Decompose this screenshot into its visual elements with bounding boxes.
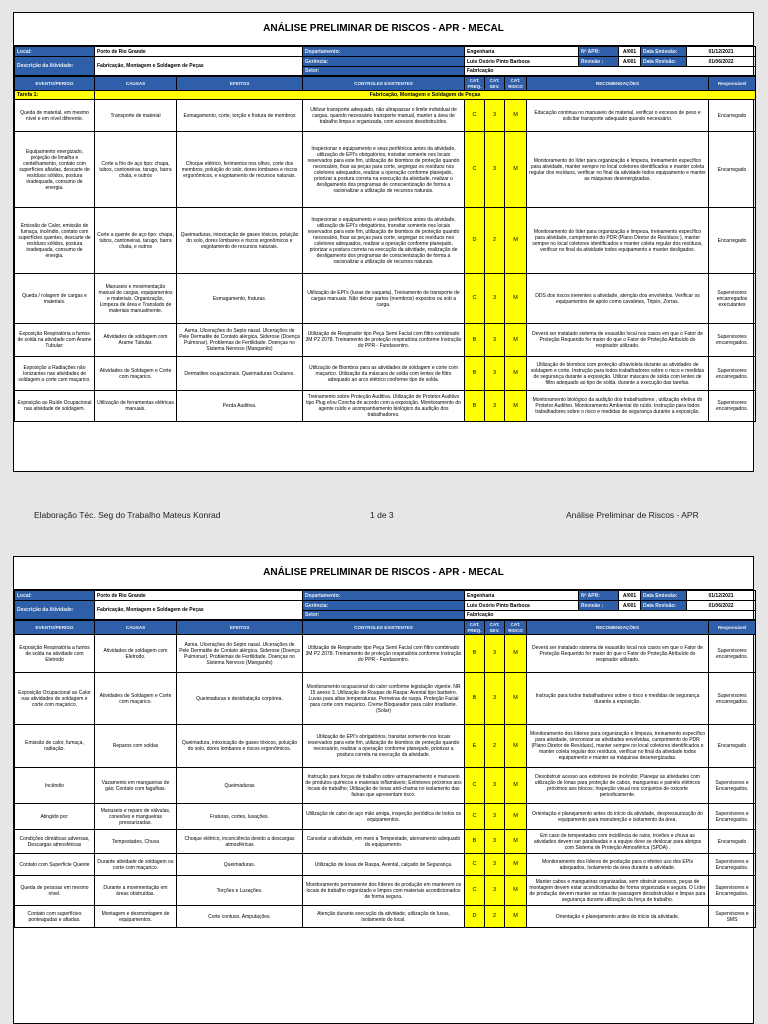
col-sev: CAT. SEV. xyxy=(485,621,505,635)
page-title: ANÁLISE PRELIMINAR DE RISCOS - APR - MECAL xyxy=(14,557,753,590)
apr-risk-table xyxy=(14,76,756,422)
risco-cell: M xyxy=(505,132,527,208)
controles-cell: Utilização de Respirador tipo Peça Semi Facial com filtro combinado 3M P2 2078. Treinamento de proteção respiratória conforme Instrução do PPR - Fundacentro. xyxy=(303,635,465,673)
risco-cell: M xyxy=(505,391,527,422)
data-revisao-label: Data Revisão: xyxy=(641,57,687,67)
data-emissao-value: 01/12/2021 xyxy=(687,591,756,601)
data-revisao-value: 01/06/2022 xyxy=(687,601,756,611)
freq-cell: D xyxy=(465,208,485,274)
efeitos-cell: Corte contuso, Amputações. xyxy=(177,906,303,928)
responsavel-cell: Supervisores e Encarregados. xyxy=(709,854,756,876)
efeitos-cell: Perda Auditiva. xyxy=(177,391,303,422)
evento-cell: Condições climáticas adversas, Descargas atmosféricas xyxy=(15,830,95,854)
responsavel-cell: Encarregado xyxy=(709,208,756,274)
risco-cell: M xyxy=(505,635,527,673)
col-freq: CAT. FREQ. xyxy=(465,621,485,635)
risk-row xyxy=(15,357,756,391)
col-evento: EVENTO/PERIGO xyxy=(15,77,95,91)
data-emissao-label: Data Emissão: xyxy=(641,591,687,601)
efeitos-cell: Fraturas, cortes, luxações. xyxy=(177,804,303,830)
risk-row xyxy=(15,830,756,854)
freq-cell: C xyxy=(465,768,485,804)
efeitos-cell: Queimaduras xyxy=(177,768,303,804)
sev-cell: 3 xyxy=(485,100,505,132)
causas-cell: Manuseio e movimentação manual de cargas, equipamentos e materiais. Organização, Limpeza de área e Translado de materiais manualmente. xyxy=(95,274,177,324)
causas-cell: Atividades de Soldagem e Corte com maçarico. xyxy=(95,357,177,391)
col-evento: EVENTO/PERIGO xyxy=(15,621,95,635)
recomendacoes-cell: Monitoramento biológico da audição dos trabalhadores , utilização efetiva do Protetor Auditivo. Monitoramento Ambiental do ruído. Instrução para todos trabalhadores sobre o risco e medidas de segurança durante a exposição. xyxy=(527,391,709,422)
responsavel-cell: Supervisores encarregados. xyxy=(709,673,756,725)
causas-cell: Atividades de soldagem com Arame Tubular. xyxy=(95,324,177,357)
risco-cell: M xyxy=(505,906,527,928)
causas-cell: Vazamento em mangueiras de gás; Contato com fagulhas. xyxy=(95,768,177,804)
sev-cell: 2 xyxy=(485,725,505,768)
evento-cell: Queda de material, em mesmo nível e em nível diferente. xyxy=(15,100,95,132)
responsavel-cell: Supervisores encarregados. xyxy=(709,357,756,391)
local-value: Porto de Rio Grande xyxy=(95,47,303,57)
evento-cell: Emissão de calor, fumaça, radiação. xyxy=(15,725,95,768)
responsavel-cell: Supervisores encarregados. xyxy=(709,324,756,357)
freq-cell: C xyxy=(465,854,485,876)
efeitos-cell: Esmagamento, fraturas. xyxy=(177,274,303,324)
recomendacoes-cell: Monitoramento dos líderes para organização e limpeza, treinamento específico para atividade, sincronizar as atividades envolvidas, cumprimento do PDR (Plano Diretor de Resíduos), manter sempre no local coletores identificados e manter coleta regular dos resíduos, verificar no final da atividade todos equipamento e manter as máquinas desenergizadas. xyxy=(527,725,709,768)
risco-cell: M xyxy=(505,324,527,357)
column-header-row xyxy=(15,621,756,635)
evento-cell: Exposição Ocupacional ao Calor nas atividades de soldagem e corte com maçarico. xyxy=(15,673,95,725)
risco-cell: M xyxy=(505,830,527,854)
risk-row xyxy=(15,132,756,208)
recomendacoes-cell: DDS dos riscos inerentes a atividade, atenção dos envolvidos. Verificar os equipamentos de apoio como cavaletes, Tripés, Zorras. xyxy=(527,274,709,324)
risk-row xyxy=(15,274,756,324)
gerencia-value: Luis Osório Pinto Barboza xyxy=(465,57,579,67)
freq-cell: B xyxy=(465,635,485,673)
local-label: Local: xyxy=(15,591,95,601)
controles-cell: Utilização de EPI's obrigatórios, transitar somente nos locais reservados para este fim, utilização de biombos de proteção quando necessário, realizar a operação conforme planejado, priorizar a postura correta na execução da atividade. xyxy=(303,725,465,768)
causas-cell: Manuseio e reparo de válvulas, conexões e mangueiras pressurizadas. xyxy=(95,804,177,830)
causas-cell: Durante atividade de soldagem ou corte com maçarico. xyxy=(95,854,177,876)
efeitos-cell: Esmagamento, corte, torção e fratura de membros xyxy=(177,100,303,132)
responsavel-cell: Supervisores e Encarregados. xyxy=(709,768,756,804)
data-revisao-label: Data Revisão: xyxy=(641,601,687,611)
freq-cell: B xyxy=(465,324,485,357)
responsavel-cell: Supervisores e Encarregados. xyxy=(709,804,756,830)
efeitos-cell: Queimadura, intoxicação de gases tóxicos, poluição do solo, dores lombares e riscos ergonômicos. xyxy=(177,725,303,768)
sev-cell: 3 xyxy=(485,876,505,906)
page-footer xyxy=(0,506,768,526)
efeitos-cell: Queimaduras. xyxy=(177,854,303,876)
recomendacoes-cell: Deverá ser instalado sistema de exaustão local nos casos em que o Fator de Proteção Requerido for maior do que o Fator de Proteção Atribuído do respirador utilizado. xyxy=(527,635,709,673)
col-freq: CAT. FREQ. xyxy=(465,77,485,91)
sev-cell: 3 xyxy=(485,391,505,422)
apr-header-table xyxy=(14,590,756,620)
efeitos-cell: Choque elétrico, inconciência devido a descargas atmosféricas xyxy=(177,830,303,854)
local-value: Porto de Rio Grande xyxy=(95,591,303,601)
controles-cell: Cancelar a atividade, em meio a Tempestade, aterramento adequado do equipamento. xyxy=(303,830,465,854)
risk-row xyxy=(15,635,756,673)
risco-cell: M xyxy=(505,725,527,768)
departamento-value: Engenharia xyxy=(465,47,579,57)
apr-page-1 xyxy=(13,12,754,472)
recomendacoes-cell: Em caso de tempestades com incidência de raios, trovões e chuva as atividades devem ser paralisadas e a equipe deve se deslocar para abrigos com Sistema de Proteção Atmosférica (SPDA) . xyxy=(527,830,709,854)
causas-cell: Atividades de Soldagem e Corte com maçarico. xyxy=(95,673,177,725)
sev-cell: 3 xyxy=(485,324,505,357)
sev-cell: 3 xyxy=(485,274,505,324)
risco-cell: M xyxy=(505,100,527,132)
freq-cell: D xyxy=(465,906,485,928)
causas-cell: Corte a quente de aço tipo: chapa, tubos, cantoneiras, tarugo, barra chata, e outros xyxy=(95,208,177,274)
col-responsavel: Responsável xyxy=(709,621,756,635)
revisao-value: A/001 xyxy=(619,57,641,67)
sev-cell: 3 xyxy=(485,854,505,876)
causas-cell: Montagem e desmontagem de equipamentos. xyxy=(95,906,177,928)
napr-label: Nº APR: xyxy=(579,591,619,601)
risk-row xyxy=(15,854,756,876)
napr-value: A/001 xyxy=(619,47,641,57)
data-revisao-value: 01/06/2022 xyxy=(687,57,756,67)
task-row xyxy=(15,91,756,100)
evento-cell: Queda de pessoas em mesmo nível. xyxy=(15,876,95,906)
col-sev: CAT. SEV. xyxy=(485,77,505,91)
revisao-label: Revisão : xyxy=(579,601,619,611)
descricao-label: Descrição da Atividade: xyxy=(15,57,95,76)
freq-cell: B xyxy=(465,391,485,422)
responsavel-cell: Encarregado xyxy=(709,725,756,768)
col-risco: CAT. RISCO xyxy=(505,77,527,91)
col-efeitos: EFEITOS xyxy=(177,621,303,635)
responsavel-cell: Encarregado xyxy=(709,830,756,854)
responsavel-cell: Supervisores encarregados executantes xyxy=(709,274,756,324)
footer-doc-title: Análise Preliminar de Riscos - APR xyxy=(566,510,699,520)
efeitos-cell: Queimaduras e desidratação corpórea. xyxy=(177,673,303,725)
causas-cell: Reparos com soldas xyxy=(95,725,177,768)
efeitos-cell: Queimaduras, intoxicação de gases tóxicos, poluição do solo, dores lombares e riscos ergonômicos e esgotamento de recursos naturais. xyxy=(177,208,303,274)
evento-cell: Exposição a Radiações não Ionizantes nas atividades de soldagem a corte com maçarico. xyxy=(15,357,95,391)
controles-cell: Treinamento sobre Proteção Auditiva. Utilização de Protetor Auditivo tipo Plug e/ou Concha de acordo com a exposição. Monitoramento do agente ruído e acompanhamento biológico da audição dos trabalhadores. xyxy=(303,391,465,422)
departamento-value: Engenharia xyxy=(465,591,579,601)
evento-cell: Contato com Superfície Quente xyxy=(15,854,95,876)
local-label: Local: xyxy=(15,47,95,57)
task-label: Tarefa 1: xyxy=(15,91,95,100)
gerencia-label: Gerência: xyxy=(303,601,465,611)
controles-cell: Utilizar transporte adequado, não ultrapassar o limite individual de cargas, quando necessário transporte manual, manter a área de trabalho limpa e organizada, com acessos desobstruídos. xyxy=(303,100,465,132)
evento-cell: Exposição ao Ruído Ocupacional nas atividade de soldagem. xyxy=(15,391,95,422)
evento-cell: Emissão de Calor, emissão de fumaça, incêndio, contato com superfícies quentes, descarte de resíduos sólidos, postura inadequada, consumo de energia. xyxy=(15,208,95,274)
revisao-value: A/001 xyxy=(619,601,641,611)
setor-value: Fabricação xyxy=(465,67,756,76)
risk-row xyxy=(15,673,756,725)
risco-cell: M xyxy=(505,673,527,725)
controles-cell: Utilização de luvas de Raspa, Avental, calçado de Segurança. xyxy=(303,854,465,876)
page-title: ANÁLISE PRELIMINAR DE RISCOS - APR - MECAL xyxy=(14,13,753,46)
sev-cell: 3 xyxy=(485,673,505,725)
controles-cell: Utilização de cabo de aço mão amiga, inspeção periódica de todos os equipamentos. xyxy=(303,804,465,830)
apr-risk-table xyxy=(14,620,756,928)
responsavel-cell: Supervisores e Encarregados. xyxy=(709,876,756,906)
risco-cell: M xyxy=(505,876,527,906)
task-title: Fabricação, Montagem e Soldagem de Peças xyxy=(95,91,756,100)
freq-cell: C xyxy=(465,274,485,324)
evento-cell: Equipamento energizado, projeção de limalha e centelhamento, contato com superfícies afiadas, descarte de resíduos sólidos, postura inadequada, consumo de energia. xyxy=(15,132,95,208)
evento-cell: Contato com superfícies ponteagudas e afiadas. xyxy=(15,906,95,928)
responsavel-cell: Supervisores encarregados. xyxy=(709,635,756,673)
responsavel-cell: Supervisores encarregados. xyxy=(709,391,756,422)
napr-value: A/001 xyxy=(619,591,641,601)
recomendacoes-cell: Educação continua no manuseio de material, verificar o excesso de peso e solicitar transporte adequado quando necessário. xyxy=(527,100,709,132)
responsavel-cell: Supervisores e SMS xyxy=(709,906,756,928)
sev-cell: 3 xyxy=(485,804,505,830)
evento-cell: Exposição Respiratória a fumos de solda na atividade com Eletrodo xyxy=(15,635,95,673)
recomendacoes-cell: Orientação e planejamento antes do início da atividade, despressurização do equipamento para manutenção e isolamento da área. xyxy=(527,804,709,830)
col-causas: CAUSAS xyxy=(95,77,177,91)
controles-cell: Instrução para forças de trabalho sobre armazenamento e manuseio de produtos químicos e materiais inflamáveis; Extintores próximos aos locais de trabalho; Utilização de lonas anti-chama no isolamento das fainas que apresentam risco. xyxy=(303,768,465,804)
sev-cell: 3 xyxy=(485,132,505,208)
recomendacoes-cell: Orientação e planejamento antes do início da atividade. xyxy=(527,906,709,928)
efeitos-cell: Choque elétrico, ferimentos nos olhos, corte dos membros, poluição do solo, dores lombares e riscos ergonômicos, e esgotamento de recursos naturais. xyxy=(177,132,303,208)
efeitos-cell: Torções e Luxações. xyxy=(177,876,303,906)
sev-cell: 2 xyxy=(485,906,505,928)
recomendacoes-cell: Instrução para todos trabalhadores sobre o risco e medidas de segurança durante a exposição. xyxy=(527,673,709,725)
freq-cell: C xyxy=(465,804,485,830)
gerencia-label: Gerência: xyxy=(303,57,465,67)
column-header-row xyxy=(15,77,756,91)
risco-cell: M xyxy=(505,854,527,876)
sev-cell: 3 xyxy=(485,635,505,673)
risk-row xyxy=(15,208,756,274)
responsavel-cell: Encarregado xyxy=(709,132,756,208)
controles-cell: Monitoramento ocupacional do calor conforme legislação vigente. NR 15 anexo 3. Utilização de Roupas de Raspa: Avental tipo barbeiro. Luvas para altas temperaturas. Perneiras de raspa. Proteção Facial para corte com maçarico. Creme Bloqueador para calor irradiante. (Solar) xyxy=(303,673,465,725)
col-recomendacoes: RECOMENDAÇÕES xyxy=(527,77,709,91)
recomendacoes-cell: Monitoramento do líder para organização e limpeza, treinamento específico para atividade, cumprimento do PDR (Plano Diretor de Resíduos ), manter sempre no local coletores identificados e manter coleta regular dos resíduos, verificar no final da atividade todos equipamento e manter desligados. xyxy=(527,208,709,274)
controles-cell: Inspecionar o equipamento e seus periféricos antes da atividade, utilização de EPI's obrigatórios, transitar somente nos locais reservados para este fim, utilização de biombos de proteção quando necessário, fixar as peças para corte, segregar os resíduos nos coletores adequados, realizar a operação conforme planejado, priorizar a postura correta na execução da atividade, realizar o desligamento dos programas de conscientização de forma a racionalizar a utilização de recursos naturais. xyxy=(303,132,465,208)
causas-cell: Transporte de material xyxy=(95,100,177,132)
risco-cell: M xyxy=(505,274,527,324)
causas-cell: Utilização de ferramentas elétricas manuais. xyxy=(95,391,177,422)
apr-page-2 xyxy=(13,556,754,1024)
apr-header-table xyxy=(14,46,756,76)
controles-cell: Utilização de Biombos para as atividades de soldagem e corte com maçarico. Utilização da máscara de solda com lentes de filtro adequado ao arco elétrico conforme tipo de solda. xyxy=(303,357,465,391)
freq-cell: B xyxy=(465,357,485,391)
efeitos-cell: Asma. Ulcerações do Septo nasal. Ulcerações de Pele Dermatite de Contato alérgica. Siderose (Doença Pulmonar). Problemas de Fertilidade. Doenças no Sistema Nervoso (Manganês) xyxy=(177,324,303,357)
recomendacoes-cell: Utilização de biombos com proteção ultravioleta durante as atividades de soldagem e corte. Instrução para todos trabalhadores sobre o risco e medidas de segurança durante a exposição. Utilizar máscara de solda com lentes de filtro adequado ao tipo de solda, durante a execução das tarefas. xyxy=(527,357,709,391)
data-emissao-label: Data Emissão: xyxy=(641,47,687,57)
freq-cell: B xyxy=(465,830,485,854)
recomendacoes-cell: Monitoramento do líder para organização e limpeza, treinamento específico para atividade, manter sempre no local coletores identificados e manter coleta regular dos resíduos, verificar no final da atividade todos equipamento e manter as máquinas desenergizadas. xyxy=(527,132,709,208)
descricao-value: Fabricação, Montagem e Soldagem de Peças xyxy=(95,601,303,620)
freq-cell: C xyxy=(465,100,485,132)
col-efeitos: EFEITOS xyxy=(177,77,303,91)
controles-cell: Utilização de EPI's (luvas de vaqueta), Treinamento de transporte de cargas manuais. Não deixar partes (membros) expostos ou sob a carga. xyxy=(303,274,465,324)
sev-cell: 2 xyxy=(485,208,505,274)
evento-cell: Atingido por: xyxy=(15,804,95,830)
departamento-label: Departamento: xyxy=(303,47,465,57)
col-recomendacoes: RECOMENDAÇÕES xyxy=(527,621,709,635)
col-controles: CONTROLES EXISTENTES xyxy=(303,621,465,635)
recomendacoes-cell: Deverá ser instalado sistema de exaustão local nos casos em que o Fator de Proteção Requerido for maior do que o Fator de Proteção Atribuído do respirador utilizado. xyxy=(527,324,709,357)
risco-cell: M xyxy=(505,804,527,830)
freq-cell: E xyxy=(465,725,485,768)
risk-row xyxy=(15,768,756,804)
responsavel-cell: Encarregado xyxy=(709,100,756,132)
risco-cell: M xyxy=(505,768,527,804)
data-emissao-value: 01/12/2021 xyxy=(687,47,756,57)
sev-cell: 3 xyxy=(485,357,505,391)
footer-author: Elaboração Téc. Seg do Trabalho Mateus Konrad xyxy=(34,510,221,520)
causas-cell: Tempestades, Chuva xyxy=(95,830,177,854)
napr-label: Nº APR: xyxy=(579,47,619,57)
descricao-label: Descrição da Atividade: xyxy=(15,601,95,620)
risco-cell: M xyxy=(505,357,527,391)
risk-row xyxy=(15,391,756,422)
setor-label: Setor: xyxy=(303,611,465,620)
controles-cell: Inspecionar o equipamento e seus periféricos antes da atividade, utilização de EPI's obrigatórios, transitar somente nos locais reservados para este fim, utilização de biombos de proteção quando necessário, fixar as peças para corte, segregar os resíduos nos coletores adequados, realizar a operação conforme planejado, priorizar a postura correta na execução da atividade, realização de desligamento dos programas de conscientização de forma a racionalizar a utilização de recursos naturais. xyxy=(303,208,465,274)
efeitos-cell: Dermatites ocupacionais. Queimaduras Oculares. xyxy=(177,357,303,391)
risk-row xyxy=(15,725,756,768)
causas-cell: Durante a movimentação em áreas obstruídas. xyxy=(95,876,177,906)
efeitos-cell: Asma. Ulcerações do Septo nasal. Ulcerações de Pele Dermatite de Contato alérgica. Siderose (Doença Pulmonar). Problemas de Fertilidade. Doenças no Sistema Nervoso (Manganês) xyxy=(177,635,303,673)
gerencia-value: Luis Osório Pinto Barboza xyxy=(465,601,579,611)
sev-cell: 3 xyxy=(485,830,505,854)
risk-row xyxy=(15,324,756,357)
evento-cell: Queda / rolagem de cargas e materiais. xyxy=(15,274,95,324)
controles-cell: Utilização de Respirador tipo Peça Semi Facial com filtro combinado 3M P2 2078. Treinamento de proteção respiratória conforme Instrução do PPR - Fundacentro. xyxy=(303,324,465,357)
risk-row xyxy=(15,100,756,132)
recomendacoes-cell: Monitoramento dos líderes de produção para o efetivo uso dos EPIs adequados, Isolamento da área durante a atividade. xyxy=(527,854,709,876)
col-risco: CAT. RISCO xyxy=(505,621,527,635)
evento-cell: Incêndio xyxy=(15,768,95,804)
recomendacoes-cell: Desobstruir acesso aos extintores de incêndio; Planejar as atividades com utilização de lonas para proteção de cabos, mangueiras e painéis elétricos próximos aos blocos; Inspeção visual nos conjuntos de oxicorte periodicamente. xyxy=(527,768,709,804)
departamento-label: Departamento: xyxy=(303,591,465,601)
causas-cell: Corte a frio de aço tipo: chapa, tubos, cantoneiras, tarugo, barra chata, e outros xyxy=(95,132,177,208)
risk-row xyxy=(15,876,756,906)
risk-row xyxy=(15,906,756,928)
freq-cell: C xyxy=(465,876,485,906)
freq-cell: C xyxy=(465,132,485,208)
controles-cell: Atenção durante execução da atividade, utilização de luvas, isolamento do local. xyxy=(303,906,465,928)
revisao-label: Revisão : xyxy=(579,57,619,67)
col-responsavel: Responsável xyxy=(709,77,756,91)
risk-row xyxy=(15,804,756,830)
setor-value: Fabricação xyxy=(465,611,756,620)
controles-cell: Monitoramento permanente dos líderes de produção em manterem os locais de trabalho organizado e limpos com materiais acondicionados de forma segura. xyxy=(303,876,465,906)
col-causas: CAUSAS xyxy=(95,621,177,635)
evento-cell: Exposição Respiratória a fumos de solda na atividade com Arame Tubular: xyxy=(15,324,95,357)
footer-page-number: 1 de 3 xyxy=(370,510,394,520)
setor-label: Setor: xyxy=(303,67,465,76)
freq-cell: B xyxy=(465,673,485,725)
causas-cell: Atividades de soldagem com Eletrodo. xyxy=(95,635,177,673)
descricao-value: Fabricação, Montagem e Soldagem de Peças xyxy=(95,57,303,76)
risco-cell: M xyxy=(505,208,527,274)
recomendacoes-cell: Manter cabos e mangueiras organizadas, sem obstruir acessos, peças de montagem devem estar acondicionadas de forma organizada e segura. O Líder de produção devem manter as rotas de passagem desobstruídas e limpas para segurança durante utilização da força de trabalho. xyxy=(527,876,709,906)
sev-cell: 3 xyxy=(485,768,505,804)
col-controles: CONTROLES EXISTENTES xyxy=(303,77,465,91)
